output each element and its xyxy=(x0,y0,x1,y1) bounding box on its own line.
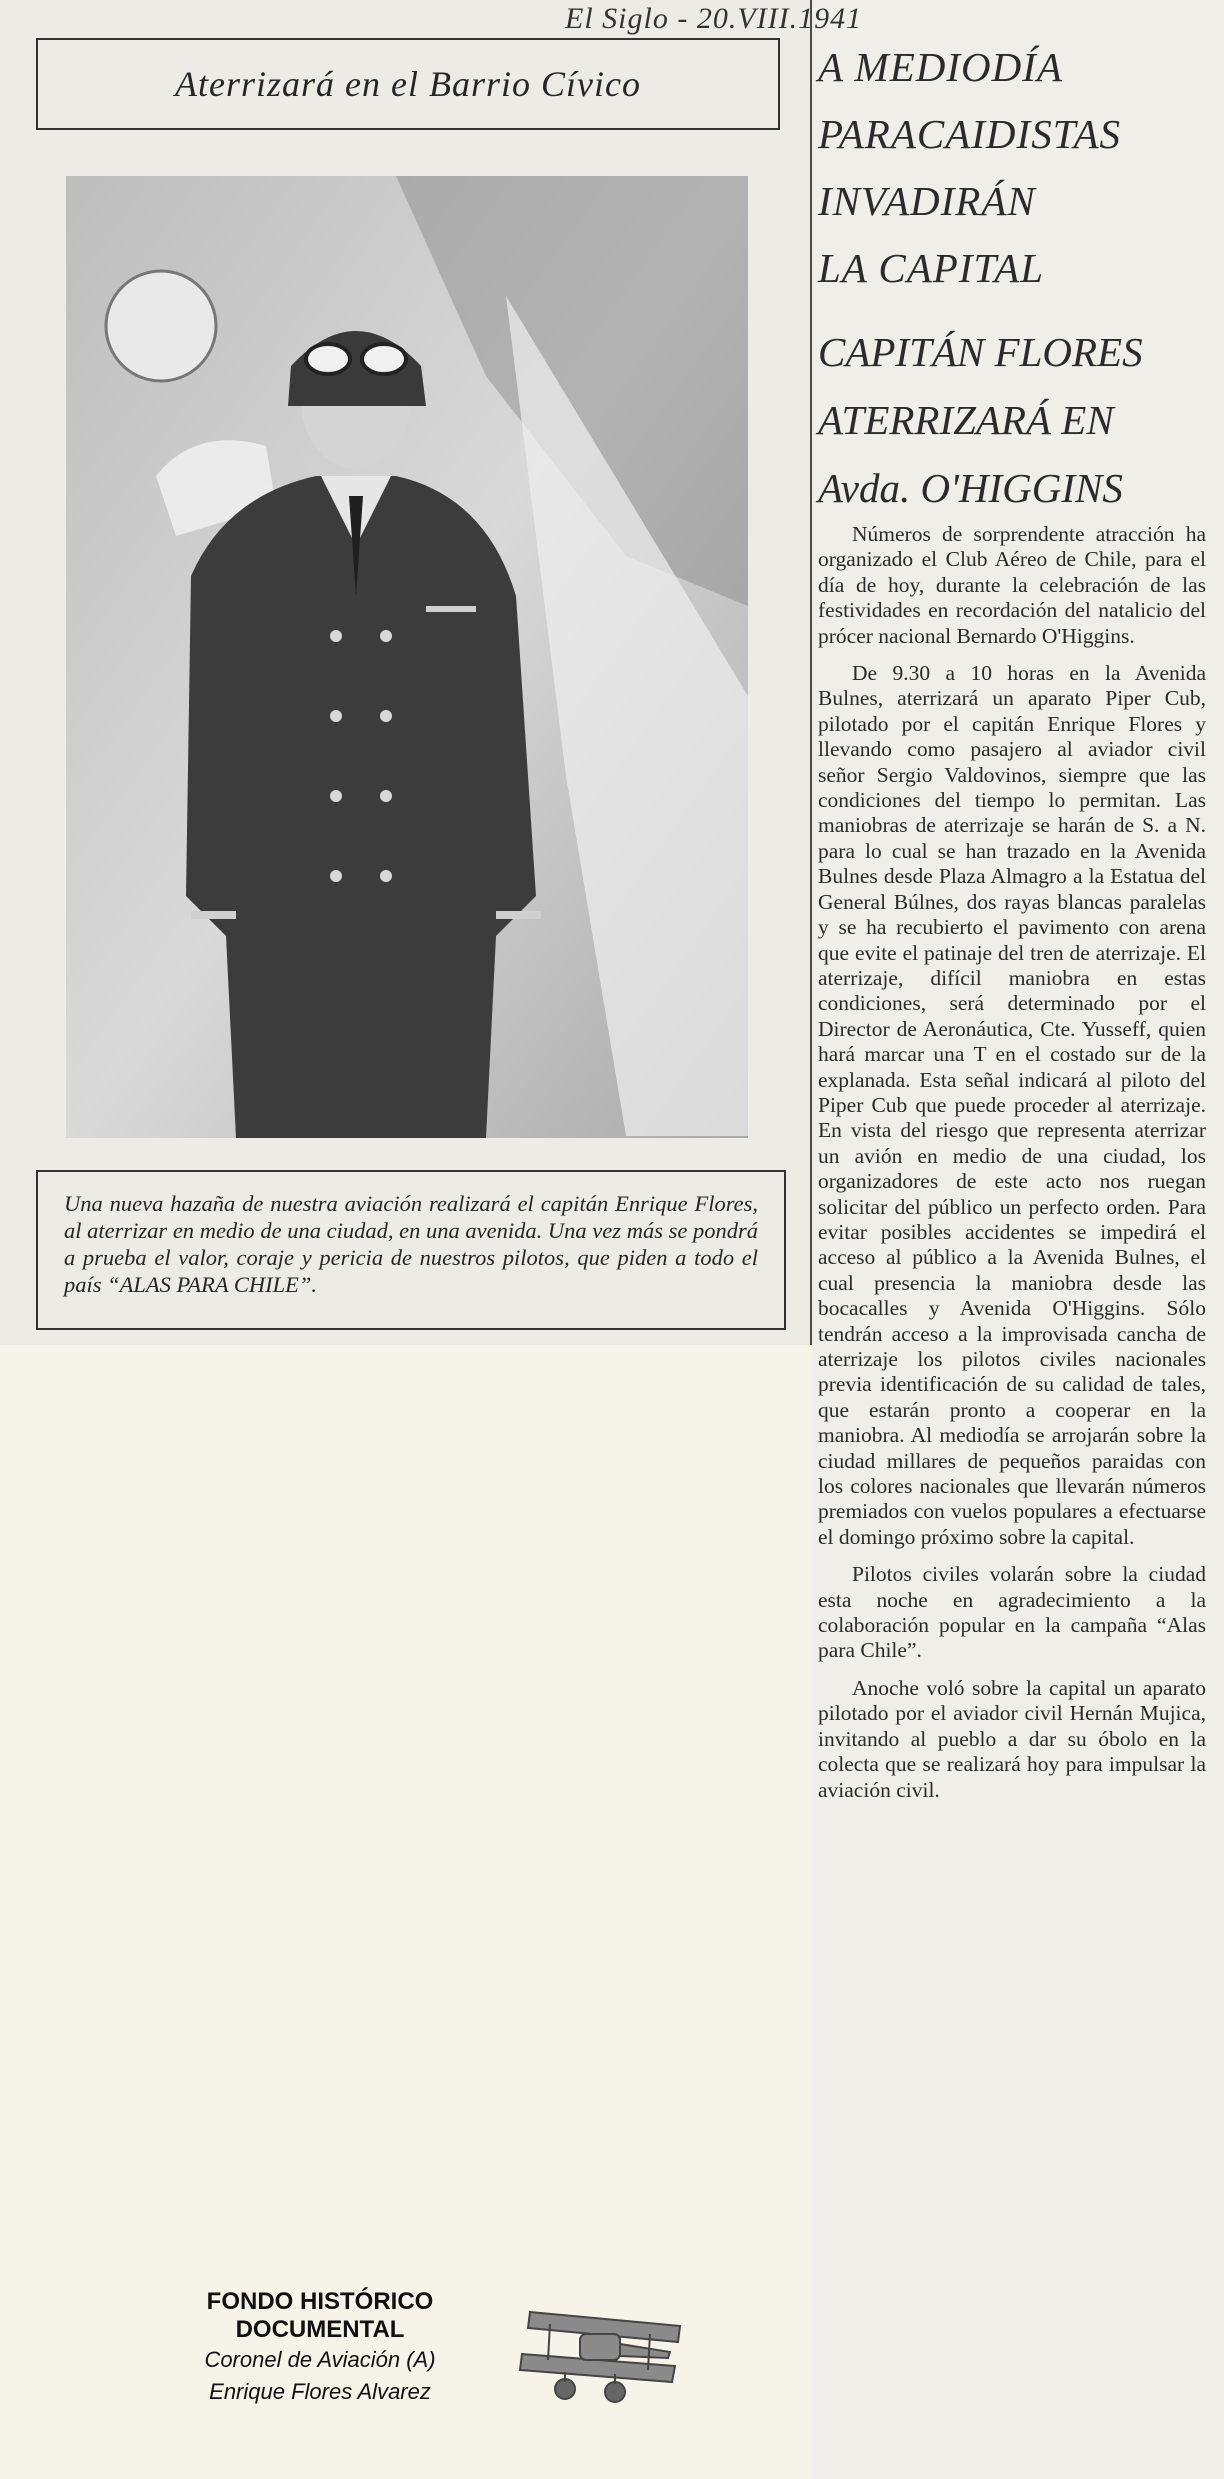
article-body xyxy=(818,522,1206,1815)
sub-headline-line: Avda. O'HIGGINS xyxy=(818,465,1123,511)
article-paragraph: Pilotos civiles volarán sobre la ciudad esta noche en agradecimiento a la colaboración popular en la campaña “Alas para Chile”. xyxy=(818,1562,1206,1663)
biplane-icon xyxy=(510,2294,695,2404)
sub-headline xyxy=(818,318,1218,522)
pilot-photo xyxy=(66,176,748,1138)
headline-line: A MEDIODÍA xyxy=(818,44,1063,90)
archive-footer-text xyxy=(130,2288,510,2408)
headline-line: PARACAIDISTAS xyxy=(818,111,1122,157)
archive-line-1: Coronel de Aviación (A) xyxy=(204,2347,436,2372)
archive-title: FONDO HISTÓRICO DOCUMENTAL xyxy=(206,2288,434,2343)
sub-headline-line: CAPITÁN FLORES xyxy=(818,329,1143,375)
archive-footer xyxy=(130,2288,710,2408)
archive-line-2: Enrique Flores Alvarez xyxy=(209,2379,431,2404)
photo-title-box xyxy=(36,38,780,130)
masthead-handwritten: El Siglo - 20.VIII.1941 xyxy=(565,2,863,35)
pilot-photo-image xyxy=(66,176,748,1138)
sub-headline-line: ATERRIZARÁ EN xyxy=(818,397,1114,443)
headline-line: INVADIRÁN xyxy=(818,178,1036,224)
photo-caption: Una nueva hazaña de nuestra aviación realizará el capitán Enrique Flores, al aterrizar en medio de una ciudad, en una avenida. Una vez más se pondrá a prueba el valor, coraje y pericia de nuestros pilotos, que piden a todo el país “ALAS PARA CHILE”. xyxy=(36,1170,786,1330)
article-paragraph: Anoche voló sobre la capital un aparato pilotado por el aviador civil Hernán Mujica, invitando al pueblo a dar su óbolo en la colecta que se realizará hoy para impulsar la aviación civil. xyxy=(818,1675,1206,1802)
headline-line: LA CAPITAL xyxy=(818,245,1045,291)
headline xyxy=(818,34,1218,302)
article-paragraph: De 9.30 a 10 horas en la Avenida Bulnes, aterrizará un aparato Piper Cub, pilotado por el capitán Enrique Flores y llevando como pasajero al aviador civil señor Sergio Valdovinos, siempre que las condiciones del tiempo lo permitan. Las maniobras de aterrizaje se harán de S. a N. para lo cual se han trazado en la Avenida Bulnes desde Plaza Almagro a la Estatua del General Búlnes, dos rayas blancas paralelas y se ha recubierto el pavimento con arena que evite el patinaje del tren de aterrizaje. El aterrizaje, difícil maniobra en estas condiciones, será determinado por el Director de Aeronáutica, Cte. Yusseff, quien hará marcar una T en el costado sur de la explanada. Esta señal indicará al piloto del Piper Cub que puede proceder al aterrizaje. En vista del riesgo que representa aterrizar un avión en medio de una ciudad, los organizadores de este acto nos ruegan solicitar del público un perfecto orden. Para evitar posibles accidentes se impedirá el acceso al público a la Avenida Bulnes, el cual presencia la maniobra desde las bocacalles y Avenida O'Higgins. Sólo tendrán acceso a la improvisada cancha de aterrizaje los pilotos civiles nacionales previa identificación de su calidad de tales, que estarán pronto a cooperar en la maniobra. Al mediodía se arrojarán sobre la ciudad millares de pequeños paraidas con los colores nacionales que llevarán números premiados con vuelos populares a efectuarse el domingo próximo sobre la capital. xyxy=(818,661,1206,1549)
photo-title: Aterrizará en el Barrio Cívico xyxy=(175,64,641,104)
article-paragraph: Números de sorprendente atracción ha organizado el Club Aéreo de Chile, para el día de hoy, durante la celebración de las festividades en recordación del natalicio del prócer nacional Bernardo O'Higgins. xyxy=(818,522,1206,648)
left-clipping xyxy=(0,0,812,1345)
